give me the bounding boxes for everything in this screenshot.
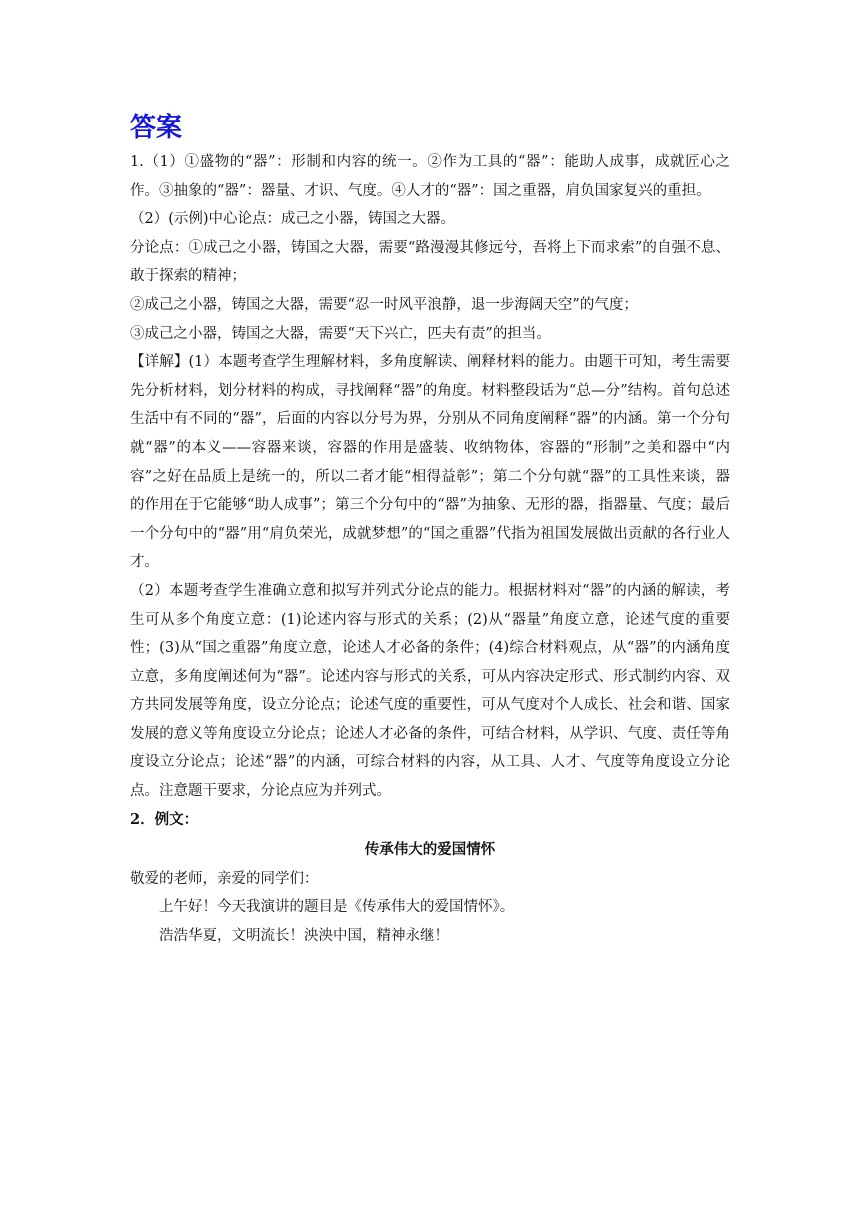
essay-paragraph: 浩浩华夏，文明流长！泱泱中国，精神永继！ xyxy=(159,928,449,945)
q1-sub-argument-1: 分论点：①成己之小器，铸国之大器，需要“路漫漫其修远兮，吾将上下而求索”的自强不息、敢于探索的精神； xyxy=(130,239,730,285)
essay-salutation: 敬爱的老师，亲爱的同学们： xyxy=(130,870,319,887)
q1-sub-argument-3: ③成己之小器，铸国之大器，需要“天下兴亡，匹夫有责”的担当。 xyxy=(130,325,551,342)
q1-part2-central-thesis: （2）(示例)中心论点：成己之小器，铸国之大器。 xyxy=(130,211,456,228)
q1-detail-part2: （2）本题考查学生准确立意和拟写并列式分论点的能力。根据材料对“器”的内涵的解读，考生可从多个角度立意：(1)论述内容与形式的关系；(2)从“器量”角度立意，论述气度的重要性；(3)从“国之重器”角度立意，论述人才必备的条件；(4)综合材料观点，从“器”的内涵角度立意，多角度阐述何为“器”。论述内容与形式的关系，可从内容决定形式、形式制约内容、双方共同发展等角度，设立分论点；论述气度的重要性，可从气度对个人成长、社会和谐、国家发展的意义等角度设立分论点；论述人才必备的条件，可结合材料，从学识、气度、责任等角度设立分论点；论述“器”的内涵，可综合材料的内容，从工具、人才、气度等角度设立分论点。注意题干要求，分论点应为并列式。 xyxy=(130,582,730,800)
q2-label: 2．例文： xyxy=(130,810,199,828)
essay-paragraph: 上午好！今天我演讲的题目是《传承伟大的爱国情怀》。 xyxy=(159,899,515,916)
answer-heading: 答案 xyxy=(130,113,183,143)
q1-detail-part1: 【详解】(1）本题考查学生理解材料，多角度解读、阐释材料的能力。由题干可知，考生需要先分析材料，划分材料的构成，寻找阐释“器”的角度。材料整段话为“总—分”结构。首句总述生活中有不同的“器”，后面的内容以分号为界，分别从不同角度阐释“器”的内涵。第一个分句就“器”的本义——容器来谈，容器的作用是盛装、收纳物体，容器的“形制”之美和器中“内容”之好在品质上是统一的，所以二者才能“相得益彰”；第二个分句就“器”的工具性来谈，器的作用在于它能够“助人成事”；第三个分句中的“器”为抽象、无形的器，指器量、气度；最后一个分句中的“器”用“肩负荣光，成就梦想”的“国之重器”代指为祖国发展做出贡献的各行业人才。 xyxy=(130,354,730,571)
answer-section xyxy=(130,112,730,951)
q1-sub-argument-2: ②成己之小器，铸国之大器，需要“忍一时风平浪静，退一步海阔天空”的气度； xyxy=(130,296,638,313)
q1-part1-answer: 1.（1）①盛物的“器”：形制和内容的统一。②作为工具的“器”：能助人成事，成就匠心之作。③抽象的“器”：器量、才识、气度。④人才的“器”：国之重器，肩负国家复兴的重担。 xyxy=(130,154,730,199)
essay-title: 传承伟大的爱国情怀 xyxy=(364,841,496,859)
